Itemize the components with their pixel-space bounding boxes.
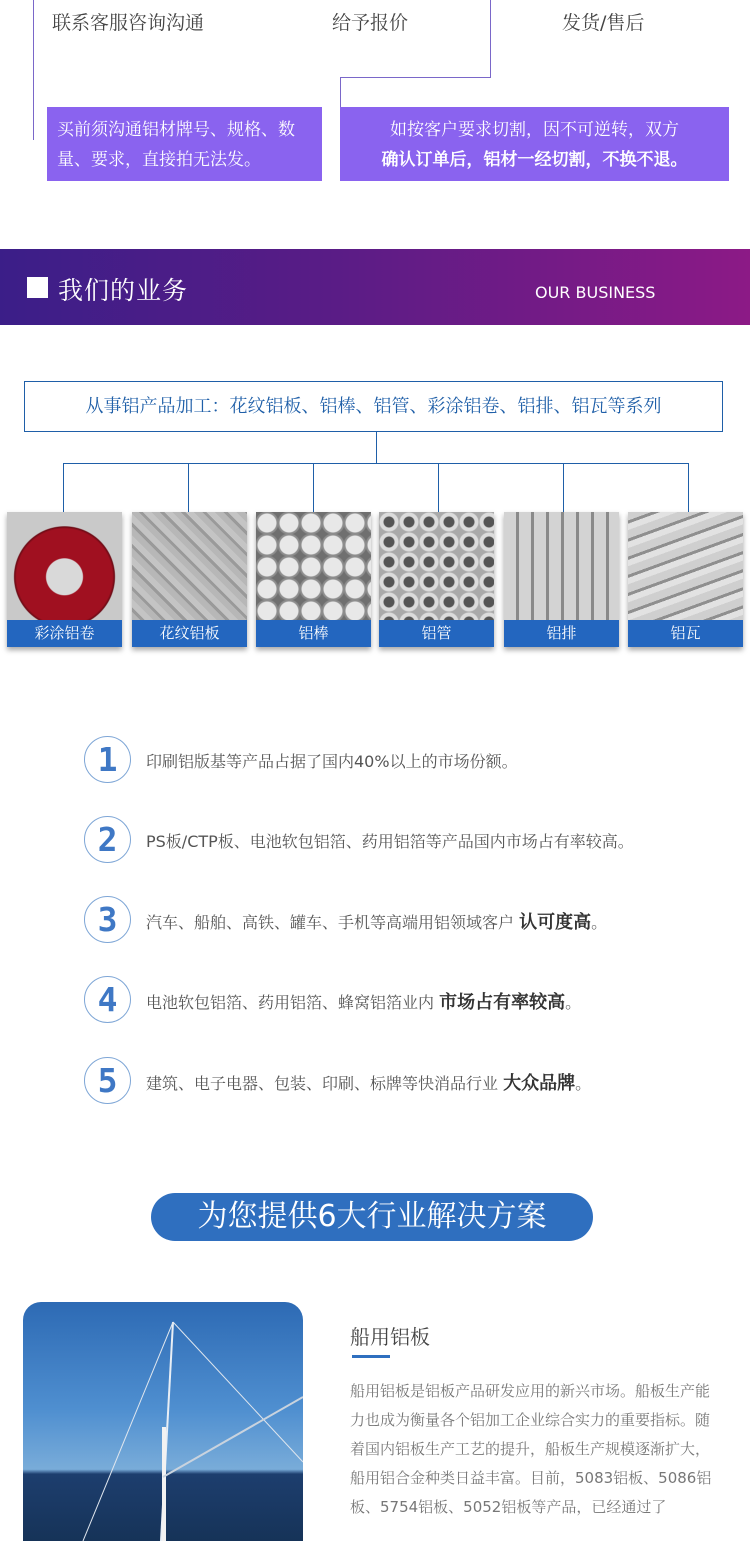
product-label: 铝排 — [504, 620, 619, 647]
highlight-3 — [146, 908, 607, 934]
ship-photo — [23, 1302, 303, 1541]
tree-line — [63, 463, 688, 464]
coated-coil-photo — [7, 512, 122, 620]
highlight-4 — [146, 988, 581, 1014]
highlight-bold: 市场占有率较高 — [439, 992, 566, 1013]
aluminum-tube-photo — [379, 512, 494, 620]
title-underline — [352, 1355, 390, 1358]
aluminum-bar-photo — [256, 512, 371, 620]
highlight-bold: 认可度高 — [519, 912, 592, 933]
product-card-tube[interactable] — [379, 512, 494, 647]
product-label: 彩涂铝卷 — [7, 620, 122, 647]
step-shipping: 发货/售后 — [562, 12, 645, 34]
note-cutting-text: 如按客户要求切割，因不可逆转，双方 — [390, 120, 679, 140]
flow-line — [340, 77, 491, 78]
pattern-plate-photo — [132, 512, 247, 620]
ship-description: 船用铝板是铝板产品研发应用的新兴市场。船板生产能力也成为衡量各个铝加工企业综合实力的重要指标。随着国内铝板生产工艺的提升，船板生产规模逐渐扩大，船用铝合金种类日益丰富。目前，5083铝板、5086铝板、5754铝板、5052铝板等产品，已经通过了 — [350, 1382, 712, 1516]
number-5-icon: 5 — [84, 1057, 131, 1104]
aluminum-busbar-photo — [504, 512, 619, 620]
tree-line — [438, 463, 439, 512]
tree-line — [313, 463, 314, 512]
product-label: 花纹铝板 — [132, 620, 247, 647]
highlight-5 — [146, 1069, 591, 1095]
ship-mast-icon — [23, 1302, 303, 1541]
aluminum-tile-photo — [628, 512, 743, 620]
square-icon — [27, 277, 48, 298]
number-4-icon: 4 — [84, 976, 131, 1023]
step-quote: 给予报价 — [332, 12, 409, 34]
highlight-tail: 。 — [565, 993, 582, 1012]
note-cutting-policy — [340, 107, 729, 181]
tree-line — [63, 463, 64, 512]
note-before-purchase — [47, 107, 322, 181]
tree-line — [563, 463, 564, 512]
business-title: 我们的业务 — [58, 276, 189, 305]
highlight-tail: 。 — [591, 913, 608, 932]
number-3-icon: 3 — [84, 896, 131, 943]
product-card-tile[interactable] — [628, 512, 743, 647]
tree-line — [688, 463, 689, 512]
number-2-icon: 2 — [84, 816, 131, 863]
highlight-text: 印刷铝版基等产品占据了国内40%以上的市场份额。 — [146, 752, 518, 771]
note-cutting-bold: 确认订单后，铝材一经切割，不换不退。 — [381, 150, 688, 170]
product-label: 铝瓦 — [628, 620, 743, 647]
flow-line — [490, 0, 491, 77]
business-series: 从事铝产品加工：花纹铝板、铝棒、铝管、彩涂铝卷、铝排、铝瓦等系列 — [24, 381, 723, 432]
highlight-text: 建筑、电子电器、包装、印刷、标牌等快消品行业 — [146, 1074, 504, 1093]
tree-line — [376, 432, 377, 463]
note-before-purchase-text: 买前须沟通铝材牌号、规格、数量、要求，直接拍无法发。 — [57, 120, 295, 170]
product-label: 铝管 — [379, 620, 494, 647]
step-consult: 联系客服咨询沟通 — [52, 12, 205, 34]
highlight-text: PS板/CTP板、电池软包铝箔、药用铝箔等产品国内市场占有率较高。 — [146, 832, 634, 851]
product-card-coated-coil[interactable] — [7, 512, 122, 647]
highlight-text: 电池软包铝箔、药用铝箔、蜂窝铝箔业内 — [146, 993, 440, 1012]
highlight-tail: 。 — [575, 1074, 592, 1093]
product-card-busbar[interactable] — [504, 512, 619, 647]
product-card-pattern-plate[interactable] — [132, 512, 247, 647]
solutions-banner: 为您提供6大行业解决方案 — [151, 1193, 593, 1241]
product-label: 铝棒 — [256, 620, 371, 647]
highlight-1 — [146, 749, 518, 772]
product-card-bar[interactable] — [256, 512, 371, 647]
highlight-bold: 大众品牌 — [503, 1073, 576, 1094]
highlight-text: 汽车、船舶、高铁、罐车、手机等高端用铝领域客户 — [146, 913, 520, 932]
business-title-en: OUR BUSINESS — [535, 283, 656, 302]
highlight-2 — [146, 829, 634, 852]
number-1-icon: 1 — [84, 736, 131, 783]
ship-title: 船用铝板 — [350, 1325, 430, 1349]
flow-line — [340, 77, 341, 107]
tree-line — [188, 463, 189, 512]
flow-line — [33, 0, 34, 140]
